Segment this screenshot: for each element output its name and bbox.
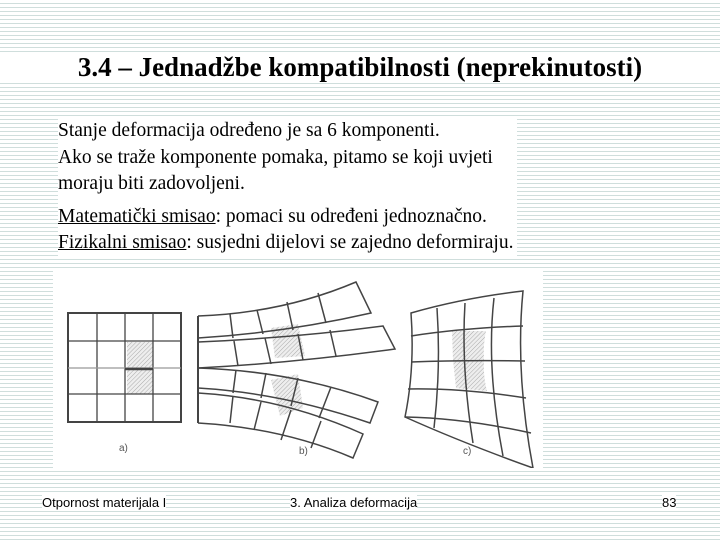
label-c: c) (463, 446, 472, 457)
label-b: b) (299, 446, 308, 457)
grid-a (68, 313, 181, 422)
body-line: Ako se traže komponente pomaka, pitamo se koji uvjeti (58, 146, 493, 168)
footer-page-number: 83 (662, 495, 677, 510)
physical-meaning-text: : susjedni dijelovi se zajedno deformiraju. (186, 232, 514, 253)
label-a: a) (119, 443, 128, 454)
footer-course: Otpornost materijala I (42, 495, 167, 510)
grid-b (198, 282, 395, 458)
slide-body (58, 118, 517, 257)
body-line: moraju biti zadovoljeni. (58, 173, 245, 194)
body-line: Stanje deformacija određeno je sa 6 komponenti. (58, 120, 440, 141)
deformation-diagram (53, 268, 543, 468)
grid-c (405, 291, 533, 468)
footer-chapter: 3. Analiza deformacija (290, 495, 418, 510)
slide-title: 3.4 – Jednadžbe kompatibilnosti (neprekinutosti) (0, 52, 720, 83)
body-line (58, 204, 513, 231)
math-meaning-text: : pomaci su određeni jednoznačno. (215, 205, 487, 227)
body-line (58, 230, 513, 257)
physical-meaning-label: Fizikalni smisao (58, 232, 187, 253)
deformation-figure (53, 268, 543, 468)
math-meaning-label: Matematički smisao (58, 205, 216, 227)
